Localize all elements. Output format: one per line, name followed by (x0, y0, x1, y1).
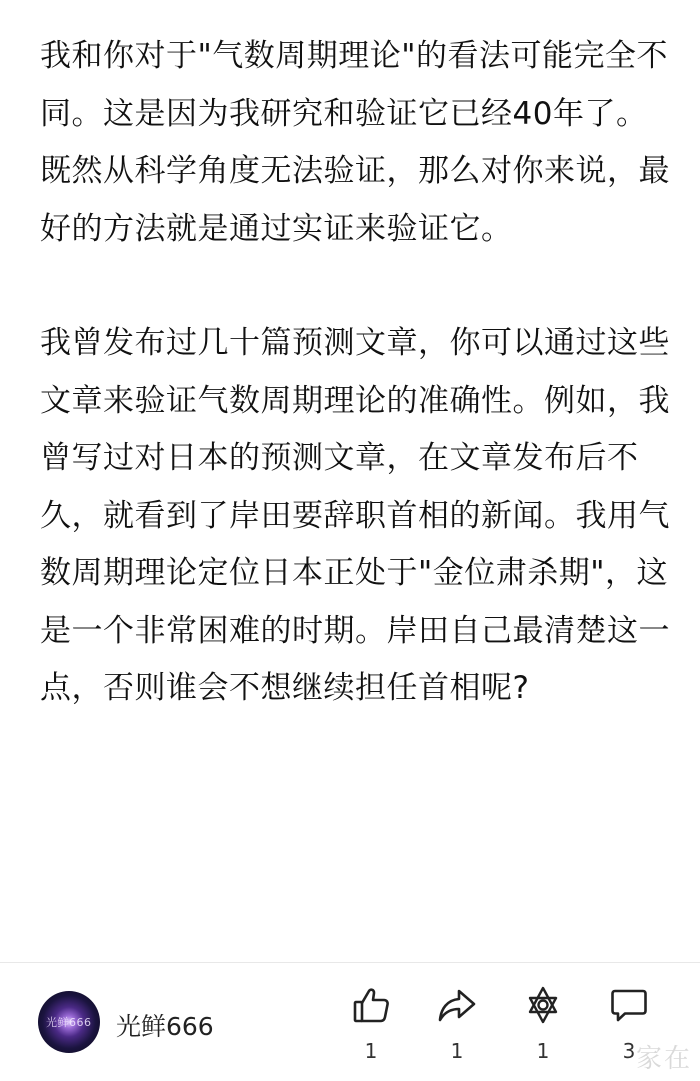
like-count: 1 (364, 1039, 378, 1063)
watermark: 家在 (635, 1044, 692, 1074)
post-paragraph-1: 我和你对于"气数周期理论"的看法可能完全不同。这是因为我研究和验证它已经40年了。既然从科学角度无法验证，那么对你来说，最好的方法就是通过实证来验证它。 (40, 38, 670, 247)
reward-button[interactable] (521, 985, 565, 1065)
share-button[interactable] (435, 985, 479, 1065)
author-username[interactable]: 光鲜666 (116, 1012, 214, 1041)
comment-bubble-icon (609, 985, 649, 1025)
post-paragraph-2: 我曾发布过几十篇预测文章，你可以通过这些文章来验证气数周期理论的准确性。例如，我曾写过对日本的预测文章，在文章发布后不久，就看到了岸田要辞职首相的新闻。我用气数周期理论定位日本正处于"金位肃杀期"，这是一个非常困难的时期。岸田自己最清楚这一点，否则谁会不想继续担任首相呢? (40, 325, 670, 706)
post-body (40, 28, 670, 718)
star-badge-icon (523, 985, 563, 1025)
thumbs-up-icon (351, 985, 391, 1025)
share-arrow-icon (437, 985, 477, 1025)
avatar-label: 光鲜666 (46, 1016, 92, 1029)
like-button[interactable] (349, 985, 393, 1065)
comment-count: 3 (622, 1039, 636, 1063)
share-count: 1 (450, 1039, 464, 1063)
reward-count: 1 (536, 1039, 550, 1063)
avatar[interactable] (38, 991, 100, 1053)
post-footer (0, 963, 700, 1081)
